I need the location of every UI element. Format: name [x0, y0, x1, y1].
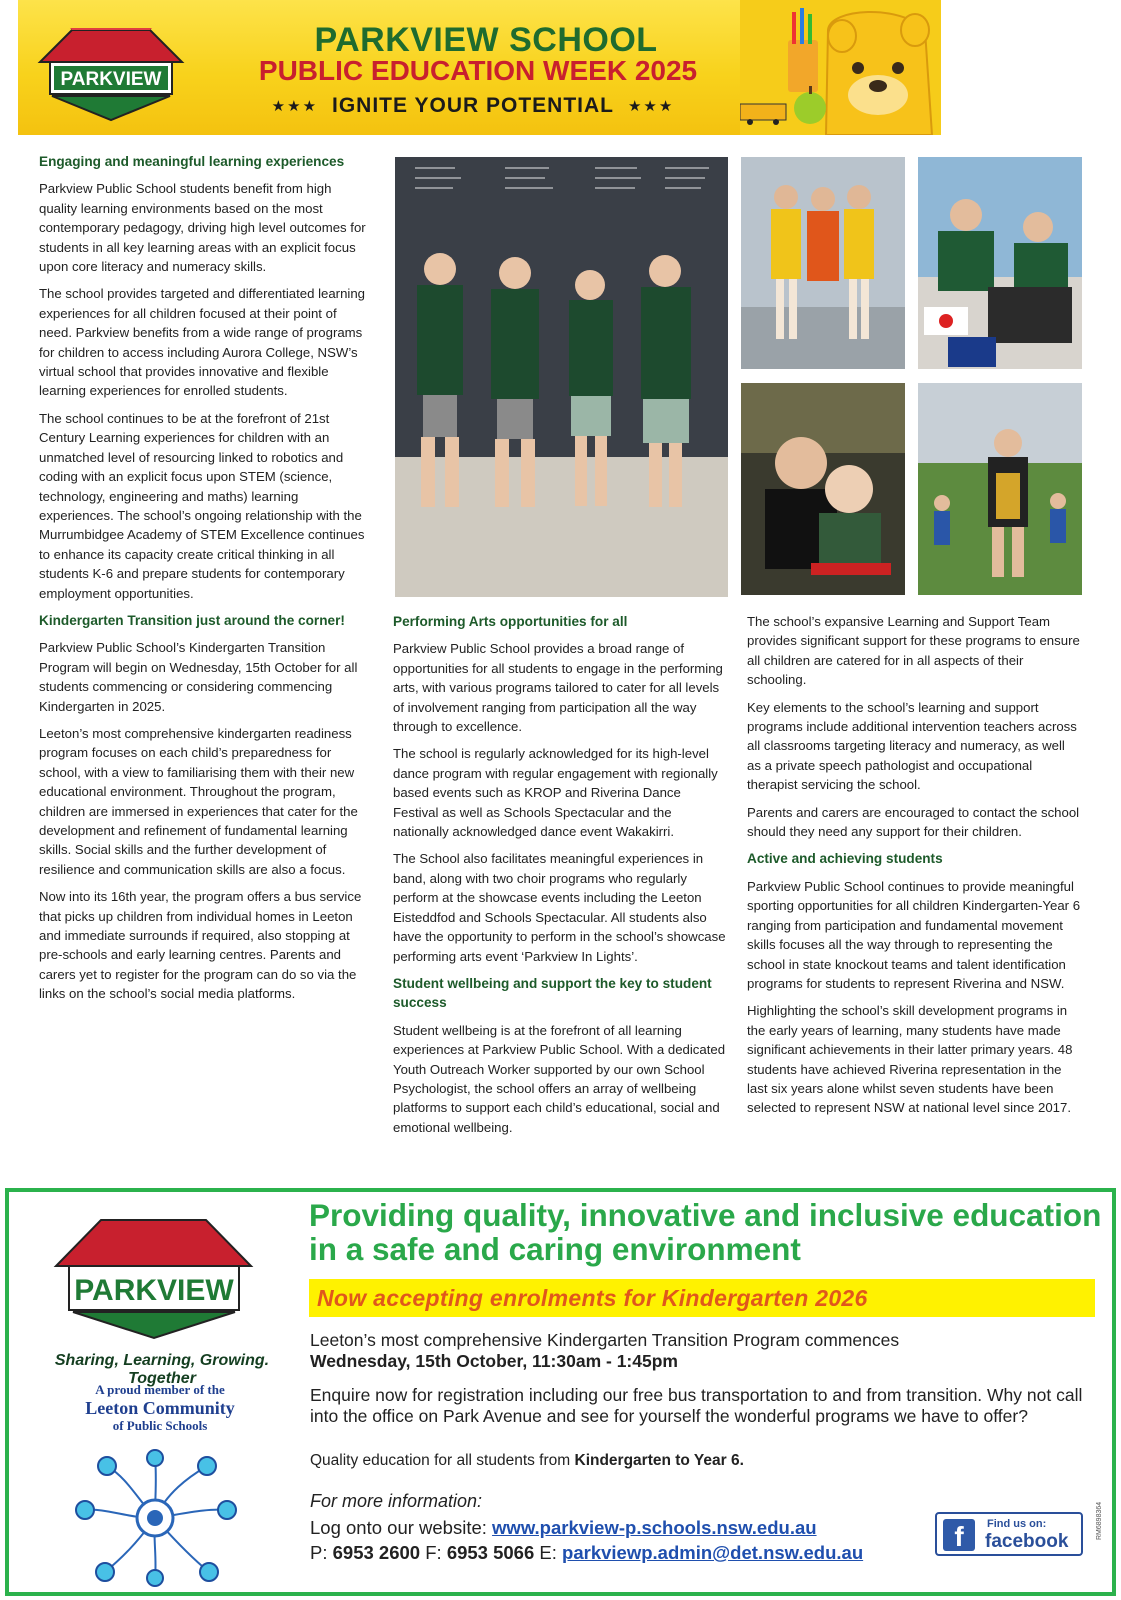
footer-advert — [5, 1188, 1116, 1596]
photo-dance-students — [741, 157, 905, 369]
paragraph: Parkview Public School continues to provide meaningful sporting opportunities for all children Kindergarten-Year 6 ranging from participation and fundamental movement skills focuses all the way through to representing the school in state knockout teams and talent identification programs for students to represent Riverina and NSW. — [747, 878, 1081, 991]
transition-info — [310, 1330, 1100, 1372]
email-link[interactable]: parkviewp.admin@det.nsw.edu.au — [562, 1542, 864, 1563]
contact-line — [310, 1542, 1010, 1564]
member-line-3: of Public Schools — [112, 1418, 208, 1433]
email-label: E: — [534, 1542, 563, 1563]
quality-prefix: Quality education for all students from — [310, 1452, 575, 1469]
paragraph: Parkview Public School’s Kindergarten Transition Program will begin on Wednesday, 15th October for all students commencing or considering commencing Kindergarten in 2025. — [39, 640, 358, 714]
footer-headline: Providing quality, innovative and inclusive education in a safe and caring environment — [309, 1197, 1102, 1267]
header-banner — [18, 0, 941, 135]
website-link[interactable]: www.parkview-p.schools.nsw.edu.au — [492, 1517, 817, 1538]
stars-left-icon: ★★★ — [271, 98, 319, 115]
page-subtitle: PUBLIC EDUCATION WEEK 2025 — [258, 55, 698, 86]
quality-bold: Kindergarten to Year 6. — [574, 1452, 744, 1469]
heading-performing-arts: Performing Arts opportunities for all — [393, 614, 628, 629]
paragraph: Highlighting the school’s skill development programs in the early years of learning, many students have made significant achievements in their latter primary years. 48 students have achieved Riverina representation in the last six years alone whilst seven students have been selected to represent NSW at national level since 2017. — [747, 1003, 1073, 1116]
paragraph: Key elements to the school’s learning and support programs include additional intervention teachers across all classrooms targeting literacy and numeracy, as well as a private speech pathologist and occupational therapist servicing the school. — [747, 699, 1077, 793]
facebook-icon: f — [943, 1519, 975, 1551]
paragraph: Leeton’s most comprehensive kindergarten readiness program focuses on each child’s preparedness for school, with a view to familiarising them with their new educational environment. Throughout the program, children are immersed in experiences that cater for the development and refinement of fundamental learning skills. Social skills and the further development of resilience and communication skills are also a focus. — [39, 725, 358, 877]
enrolment-banner: Now accepting enrolments for Kindergarten 2026 — [309, 1279, 1095, 1317]
stars-right-icon: ★★★ — [627, 98, 675, 115]
photo-school-captains — [395, 157, 728, 597]
transition-line: Leeton’s most comprehensive Kindergarten Transition Program commences — [310, 1330, 900, 1350]
tagline-row — [208, 92, 738, 120]
paragraph: Parkview Public School students benefit from high quality learning environments based on the most contemporary pedagogy, driving high level outcomes for students in all key learning areas with an explicit focus upon core literacy and numeracy skills. — [39, 181, 366, 275]
school-supplies-illustration — [740, 0, 941, 135]
more-info-label: For more information: — [310, 1491, 483, 1511]
community-network-icon — [67, 1448, 243, 1588]
facebook-button[interactable] — [935, 1512, 1083, 1556]
paragraph: The School also facilitates meaningful experiences in band, along with two choir programs who regularly perform at the showcase events including the Leeton Eisteddfod and Schools Spectacular. All students also have the opportunity to perform in the school’s showcase performing arts event ‘Parkview In Lights’. — [393, 851, 726, 964]
member-line-2: Leeton Community — [85, 1398, 235, 1418]
phone-label: P: — [310, 1542, 333, 1563]
fax-number: 6953 5066 — [446, 1542, 535, 1563]
page-title: PARKVIEW SCHOOL — [314, 21, 658, 59]
paragraph: Parents and carers are encouraged to contact the school should they need any support for their children. — [747, 804, 1080, 840]
photo-sports-trophy — [918, 383, 1082, 595]
quality-text — [310, 1452, 1100, 1470]
heading-student-wellbeing: Student wellbeing and support the key to student success — [393, 975, 712, 1011]
community-member-badge — [55, 1382, 265, 1434]
paragraph: Now into its 16th year, the program offers a bus service that picks up children from individual homes in Leeton and immediate surrounds if required, also stopping at pre-schools and early learning centres. Parents and carers yet to register for the program can do so via the links on the school’s social media platforms. — [39, 889, 362, 1002]
website-line — [310, 1517, 1010, 1539]
photo-classroom-laptops — [918, 157, 1082, 369]
paragraph: The school provides targeted and differentiated learning experiences for all children focused at their point of need. Parkview benefits from a wide range of programs for children to access including Aurora College, NSW’s virtual school that provides innovative and flexible learning experiences for enrolled students. — [39, 286, 365, 399]
column-1 — [39, 152, 369, 1012]
tagline: IGNITE YOUR POTENTIAL — [332, 94, 614, 117]
paragraph: The school continues to be at the forefront of 21st Century Learning experiences for children with an unmatched level of resourcing linked to robotics and coding with an explicit focus upon STEM (science, technology, engineering and maths) learning experiences. The school’s ongoing relationship with the Murrumbidgee Academy of STEM Excellence continues to enhance its capacity create critical thinking in all students K-6 and prepare students for contemporary employment opportunities. — [39, 410, 365, 601]
parkview-logo-large — [51, 1214, 256, 1340]
paragraph: The school’s expansive Learning and Support Team provides significant support for these programs to ensure all children are catered for in all aspects of their schooling. — [747, 614, 1080, 688]
paragraph: The school is regularly acknowledged for its high-level dance program with regular engagement with regionally based events such as KROP and Riverina Dance Festival as well as Schools Spectacular and the nationally acknowledged dance event Wakakirri. — [393, 746, 718, 840]
facebook-label: facebook — [985, 1531, 1069, 1552]
enquire-text: Enquire now for registration including our free bus transportation to and from transition. Why not call into the office on Park Avenue and see for yourself the wonderful programs we have to offer? — [310, 1385, 1083, 1426]
photo-teacher-student — [741, 383, 905, 595]
heading-kindergarten-transition: Kindergarten Transition just around the corner! — [39, 612, 345, 628]
parkview-logo — [32, 22, 190, 122]
logo-text: PARKVIEW — [60, 69, 162, 90]
heading-engaging-learning: Engaging and meaningful learning experiences — [39, 154, 345, 169]
column-2 — [393, 612, 728, 1145]
ad-code: RM6898364 — [1096, 1501, 1103, 1540]
phone-number[interactable]: 6953 2600 — [332, 1542, 421, 1563]
heading-active-achieving: Active and achieving students — [747, 851, 943, 867]
paragraph: Student wellbeing is at the forefront of all learning experiences at Parkview Public School. With a dedicated Youth Outreach Worker supported by our own School Psychologist, the school offers an array of wellbeing platforms to support each child’s educational, social and emotional wellbeing. — [393, 1022, 726, 1135]
member-line-1: A proud member of the — [95, 1382, 225, 1397]
footer-logo-text: PARKVIEW — [74, 1274, 234, 1307]
website-prefix: Log onto our website: — [310, 1517, 493, 1538]
footer-tagline: Sharing, Learning, Growing. Together — [54, 1352, 270, 1387]
facebook-label-small: Find us on: — [987, 1518, 1047, 1530]
paragraph: Parkview Public School provides a broad range of opportunities for all students to engage in the performing arts, with various programs tailored to cater for all levels of involvement ranging from participation all the way through to excellence. — [393, 641, 723, 735]
column-3 — [747, 612, 1082, 1126]
transition-date: Wednesday, 15th October, 11:30am - 1:45pm — [310, 1351, 678, 1371]
fax-label: F: — [420, 1542, 447, 1563]
